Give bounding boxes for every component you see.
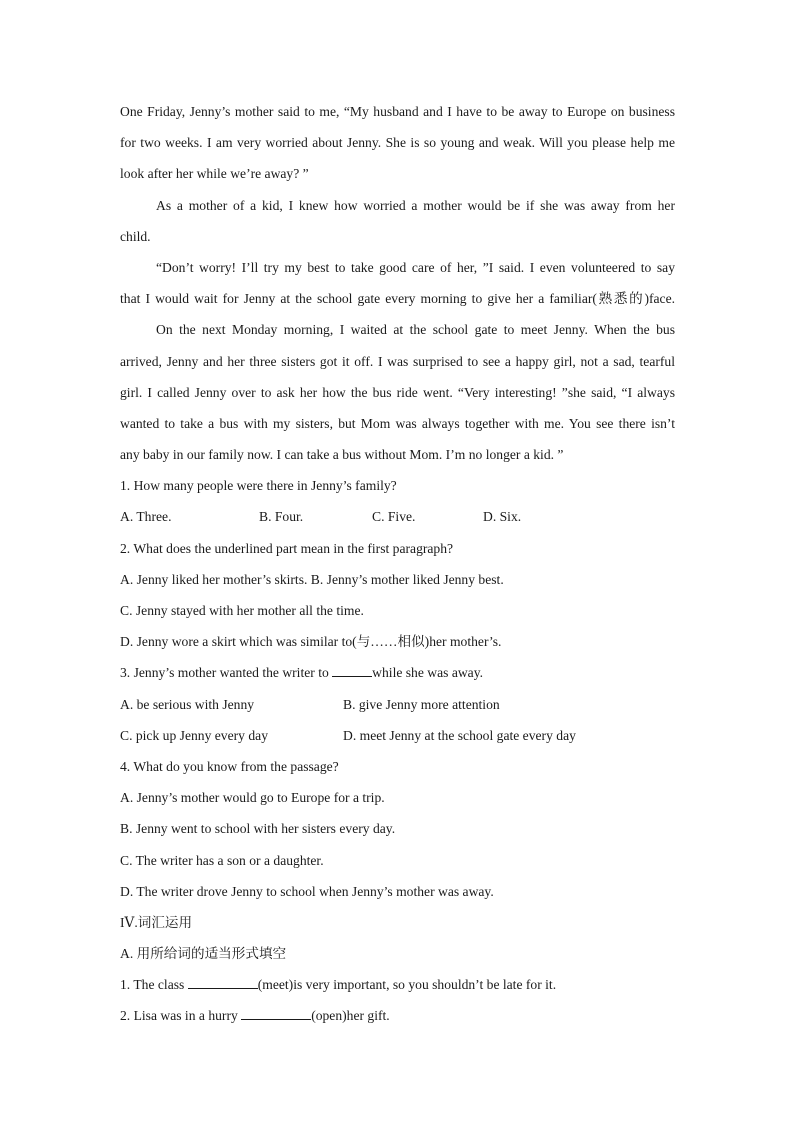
question-4-option-b: B. Jenny went to school with her sisters every day. — [120, 821, 396, 837]
question-2-option-c: C. Jenny stayed with her mother all the time. — [120, 603, 364, 618]
option-b: B. give Jenny more attention — [343, 696, 500, 712]
question-1-options — [120, 504, 675, 535]
worksheet-page — [120, 99, 675, 1035]
question-4-option-a: A. Jenny’s mother would go to Europe for a trip. — [120, 790, 385, 806]
item-text: (open)her gift. — [311, 1008, 390, 1024]
passage-paragraph-1 — [120, 99, 675, 193]
text-line: that I would wait for Jenny at the school gate every morning to give her a familiar(熟悉的)face. — [120, 291, 675, 307]
item-text: 2. Lisa was in a hurry — [120, 1008, 242, 1024]
text-line: One Friday, Jenny’s mother said to me, “My husband and I have to be away to Europe on business — [120, 104, 675, 119]
item-text: 1. The class — [120, 977, 188, 993]
question-4-stem: 4. What do you know from the passage? — [120, 758, 339, 774]
text-line: wanted to take a bus with my sisters, but Mom was always together with me. You see there isn’t — [120, 415, 675, 431]
text-line: girl. I called Jenny over to ask her how the bus ride went. “Very interesting! ”she said, “I always — [120, 384, 675, 400]
fill-in-item-2 — [120, 1003, 675, 1034]
section-subtitle: A. 用所给词的适当形式填空 — [120, 946, 287, 962]
option-a: A. Three. — [120, 509, 172, 525]
text-line: child. — [120, 228, 151, 244]
fill-in-item-1 — [120, 972, 675, 1003]
passage-paragraph-4 — [120, 317, 675, 473]
passage-paragraph-2 — [120, 193, 675, 255]
text-line: As a mother of a kid, I knew how worried a mother would be if she was away from her — [156, 197, 675, 213]
answer-blank — [188, 973, 258, 989]
option-c: C. pick up Jenny every day — [120, 727, 268, 743]
option-b: B. Four. — [259, 509, 304, 525]
stem-text: while she was away. — [372, 665, 484, 681]
option-a: A. be serious with Jenny — [120, 696, 255, 712]
text-line: “Don’t worry! I’ll try my best to take good care of her, ”I said. I even volunteered to say — [156, 259, 675, 275]
answer-blank — [241, 1004, 311, 1020]
question-4-option-c: C. The writer has a son or a daughter. — [120, 852, 324, 868]
question-3-options-ab — [120, 692, 675, 723]
text-line: for two weeks. I am very worried about Jenny. She is so young and weak. Will you please help me — [120, 135, 675, 151]
option-d: D. Six. — [483, 509, 522, 525]
item-text: (meet)is very important, so you shouldn’t be late for it. — [257, 977, 557, 993]
passage-paragraph-3 — [120, 255, 675, 317]
question-1-stem: 1. How many people were there in Jenny’s family? — [120, 478, 397, 494]
text-line: any baby in our family now. I can take a bus without Mom. I’m no longer a kid. ” — [120, 447, 564, 463]
question-4-option-d: D. The writer drove Jenny to school when Jenny’s mother was away. — [120, 883, 494, 899]
question-2-options-ab: A. Jenny liked her mother’s skirts. B. Jenny’s mother liked Jenny best. — [120, 571, 504, 587]
text-line: On the next Monday morning, I waited at the school gate to meet Jenny. When the bus — [156, 322, 675, 338]
stem-text: 3. Jenny’s mother wanted the writer to — [120, 665, 333, 681]
question-3-options-cd — [120, 723, 675, 754]
option-c: C. Five. — [372, 509, 416, 525]
section-title: IⅤ.词汇运用 — [120, 914, 193, 930]
question-3-stem — [120, 660, 675, 691]
question-2-option-d: D. Jenny wore a skirt which was similar to(与……相似)her mother’s. — [120, 634, 502, 650]
text-line: look after her while we’re away? ” — [120, 166, 309, 182]
option-d: D. meet Jenny at the school gate every day — [343, 727, 576, 743]
question-2-stem: 2. What does the underlined part mean in the first paragraph? — [120, 540, 454, 556]
text-line: arrived, Jenny and her three sisters got it off. I was surprised to see a happy girl, not a sad, tearful — [120, 353, 675, 369]
answer-blank — [332, 661, 372, 677]
